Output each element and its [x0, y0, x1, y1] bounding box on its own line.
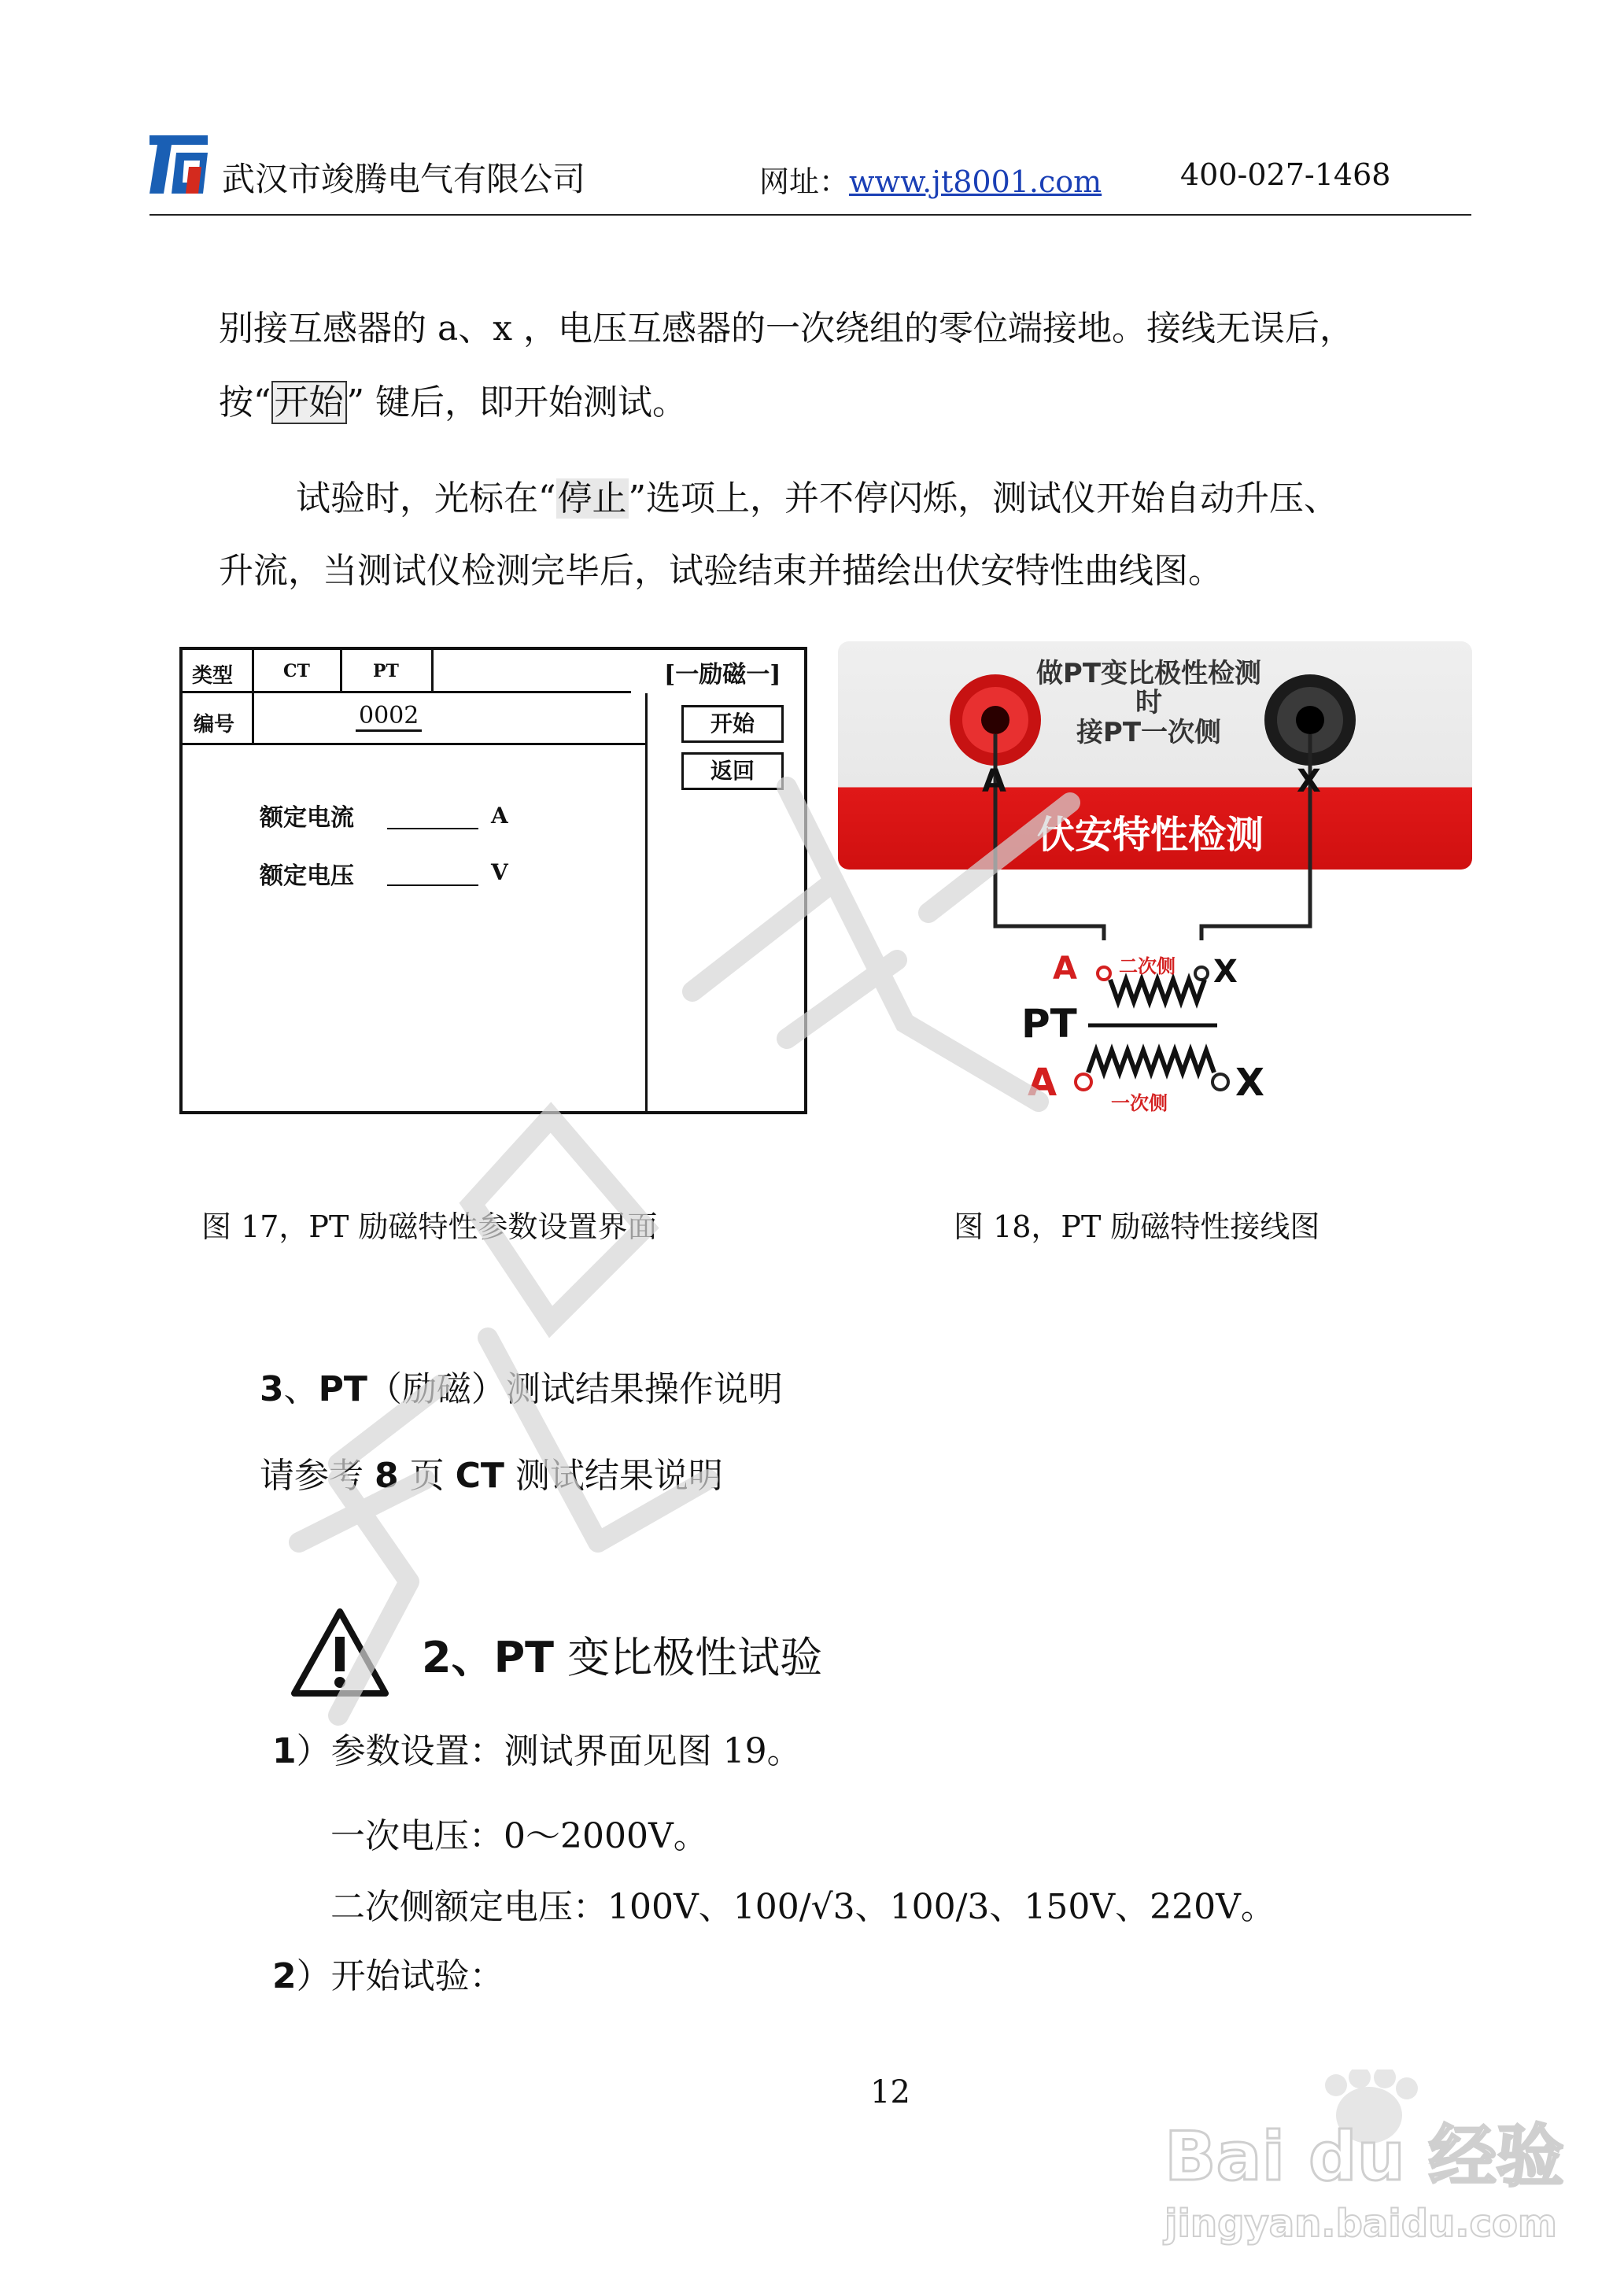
website-link[interactable]: www.jt8001.com: [849, 164, 1102, 199]
rated-voltage-label: 额定电压: [260, 862, 354, 890]
primary-voltage-range: 一次电压：0～2000V。: [330, 1816, 708, 1856]
warning-icon: [290, 1605, 390, 1700]
start-button[interactable]: 开始: [681, 705, 784, 743]
voltage-unit: V: [491, 859, 508, 885]
intro-line-3: 试验时，光标在“停止”选项上，并不停闪烁，测试仪开始自动升压、: [296, 478, 1338, 519]
primary-label: 一次侧: [1111, 1092, 1168, 1114]
secondary-a: A: [1053, 951, 1077, 987]
website: [759, 157, 1102, 201]
baidu-jingyan-logo: [1157, 2070, 1566, 2251]
primary-a: A: [1028, 1061, 1057, 1105]
plate-banner: 伏安特性检测: [1037, 813, 1264, 857]
current-unit: A: [491, 803, 508, 829]
type-label: 类型: [192, 664, 234, 688]
start-key-ref: 开始: [271, 381, 347, 424]
primary-x: X: [1235, 1061, 1265, 1105]
plate-instruction: 做PT变比极性检测时 接PT一次侧: [1035, 658, 1262, 748]
number-label: 编号: [194, 713, 235, 737]
company-logo: [149, 135, 208, 194]
baidu-text: Bai du 经验: [1164, 2118, 1564, 2196]
section3-title: 3、PT（励磁）测试结果操作说明: [260, 1369, 783, 1409]
type-pt[interactable]: PT: [373, 661, 399, 681]
company-name: 武汉市竣腾电气有限公司: [222, 160, 586, 198]
rated-voltage-input[interactable]: [387, 884, 478, 886]
baidu-url: jingyan.baidu.com: [1164, 2202, 1557, 2246]
rated-current-label: 额定电流: [260, 804, 354, 832]
number-input[interactable]: 0002: [356, 702, 422, 732]
intro-line-1: 别接互感器的 a、x ，电压互感器的一次绕组的零位端接地。接线无误后，: [219, 308, 1355, 349]
secondary-x: X: [1213, 954, 1238, 990]
step1: 1）参数设置：测试界面见图 19。: [272, 1731, 802, 1771]
intro-line-4: 升流，当测试仪检测完毕后，试验结束并描绘出伏安特性曲线图。: [219, 551, 1223, 591]
mode-indicator: [一励磁一]: [664, 661, 781, 689]
phone-number: 400-027-1468: [1180, 157, 1391, 192]
step2: 2）开始试验：: [272, 1956, 504, 1996]
type-ct[interactable]: CT: [283, 661, 310, 681]
secondary-rated-voltage: 二次侧额定电压：100V、100/√3、100/3、150V、220V。: [330, 1887, 1275, 1927]
fig18-caption: 图 18，PT 励磁特性接线图: [954, 1209, 1320, 1244]
secondary-label: 二次侧: [1119, 955, 1176, 977]
pt-label: PT: [1021, 1001, 1077, 1047]
intro-line-2: 按“开始” 键后，即开始测试。: [219, 382, 687, 423]
plate-terminal-a: A: [982, 763, 1006, 799]
back-button[interactable]: 返回: [681, 752, 784, 790]
fig17-caption: 图 17，PT 励磁特性参数设置界面: [201, 1209, 658, 1244]
section3-reference: 请参考 8 页 CT 测试结果说明: [260, 1456, 723, 1496]
stop-key-ref: 停止: [557, 478, 627, 519]
fig17-lcd-panel: [179, 647, 807, 1114]
header-rule: [149, 214, 1471, 216]
page-number: 12: [870, 2074, 910, 2110]
website-label: 网址：: [759, 164, 850, 199]
rated-current-input[interactable]: [387, 828, 478, 829]
section2-title: 2、PT 变比极性试验: [422, 1633, 823, 1682]
plate-terminal-x: X: [1297, 763, 1321, 799]
